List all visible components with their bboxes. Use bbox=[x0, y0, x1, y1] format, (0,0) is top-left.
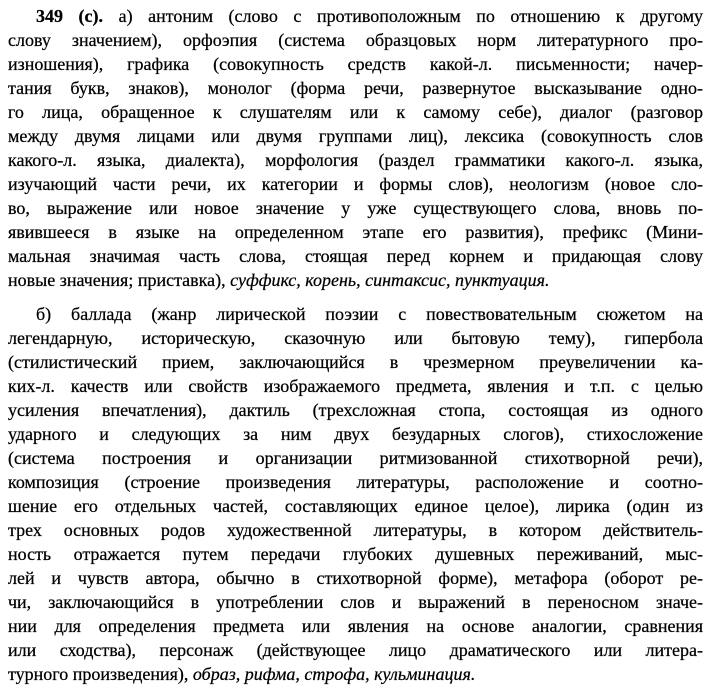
text-segment: ударного и следующих за ним двух безударных слогов), стихосложение bbox=[8, 424, 703, 444]
text-line bbox=[8, 148, 703, 172]
text-line bbox=[8, 614, 703, 638]
text-segment: какого-л. языка, диалекта), морфология (раздел грамматики какого-л. языка, bbox=[8, 150, 703, 170]
text-segment: (стилистический прием, заключающийся в чрезмерном преувеличении ка- bbox=[8, 352, 703, 372]
text-line bbox=[8, 100, 703, 124]
text-segment: (система построения и организации ритмизованной стихотворной речи), bbox=[8, 448, 703, 468]
text-line bbox=[8, 422, 703, 446]
text-segment: ких-л. качеств или свойств изображаемого предмета, явления и т.п. с целью bbox=[8, 376, 703, 396]
text-line bbox=[8, 244, 703, 268]
text-line bbox=[8, 268, 703, 292]
text-segment: явившееся в языке на определенном этапе его развития), префикс (Мини- bbox=[8, 222, 703, 242]
text-line bbox=[8, 76, 703, 100]
text-line bbox=[8, 518, 703, 542]
text-line bbox=[8, 590, 703, 614]
text-line bbox=[8, 446, 703, 470]
text-line bbox=[8, 172, 703, 196]
text-segment: легендарную, историческую, сказочную или бытовую тему), гипербола bbox=[8, 328, 703, 348]
text-line bbox=[8, 638, 703, 662]
text-segment: турного произведения), bbox=[8, 664, 193, 684]
text-line bbox=[8, 542, 703, 566]
text-line bbox=[8, 470, 703, 494]
text-segment: ность отражается путем передачи глубоких душевных переживаний, мыс- bbox=[8, 544, 703, 564]
text-line bbox=[8, 662, 703, 686]
text-segment: шение его отдельных частей, составляющих единое целое), лирика (один из bbox=[8, 496, 703, 516]
paragraph-part-a bbox=[8, 4, 703, 292]
text-segment: го лица, обращенное к слушателям или к самому себе), диалог (разговор bbox=[8, 102, 703, 122]
text-line bbox=[8, 220, 703, 244]
text-segment: композиция (строение произведения литературы, расположение и соотно- bbox=[8, 472, 703, 492]
italic-terms: образ, рифма, строфа, кульминация. bbox=[192, 664, 476, 684]
italic-terms: суффикс, корень, синтаксис, пунктуация. bbox=[230, 270, 550, 290]
text-segment: между двумя лицами или двумя группами лиц), лексика (совокупность слов bbox=[8, 126, 703, 146]
text-segment: лей и чувств автора, обычно в стихотворной форме), метафора (оборот ре- bbox=[8, 568, 703, 588]
text-line bbox=[8, 28, 703, 52]
text-segment: чи, заключающийся в употреблении слов и выражений в переносном значе- bbox=[8, 592, 703, 612]
text-line bbox=[8, 302, 703, 326]
text-segment: слову значением), орфоэпия (система образцовых норм литературного про- bbox=[8, 30, 703, 50]
text-segment: изношения), графика (совокупность средств какой-л. письменности; начер- bbox=[8, 54, 703, 74]
text-segment: тания букв, знаков), монолог (форма речи, развернутое высказывание одно- bbox=[8, 78, 703, 98]
text-line bbox=[8, 350, 703, 374]
text-line bbox=[8, 494, 703, 518]
text-segment: во, выражение или новое значение у уже существующего слова, вновь по- bbox=[8, 198, 703, 218]
text-line bbox=[8, 4, 703, 28]
text-line bbox=[8, 326, 703, 350]
text-segment: нии для определения предмета или явления на основе аналогии, сравнения bbox=[8, 616, 703, 636]
text-segment: мальная значимая часть слова, стоящая перед корнем и придающая слову bbox=[8, 246, 703, 266]
exercise-349-solution bbox=[8, 4, 703, 686]
text-line bbox=[8, 398, 703, 422]
paragraph-part-b bbox=[8, 302, 703, 686]
text-segment: трех основных родов художественной литературы, в котором действитель- bbox=[8, 520, 703, 540]
text-line bbox=[8, 566, 703, 590]
exercise-number: 349 (с). bbox=[36, 6, 104, 26]
text-line bbox=[8, 374, 703, 398]
text-segment: или сходства), персонаж (действующее лицо драматического или литера- bbox=[8, 640, 703, 660]
text-segment: изучающий части речи, их категории и формы слов), неологизм (новое сло- bbox=[8, 174, 703, 194]
text-line bbox=[8, 124, 703, 148]
text-segment: усиления впечатления), дактиль (трехсложная стопа, состоящая из одного bbox=[8, 400, 703, 420]
text-line bbox=[8, 196, 703, 220]
text-line bbox=[8, 52, 703, 76]
text-segment: б) баллада (жанр лирической поэзии с повествовательным сюжетом на bbox=[36, 304, 703, 324]
text-segment: а) антоним (слово с противоположным по отношению к другому bbox=[103, 6, 703, 26]
text-segment: новые значения; приставка), bbox=[8, 270, 231, 290]
